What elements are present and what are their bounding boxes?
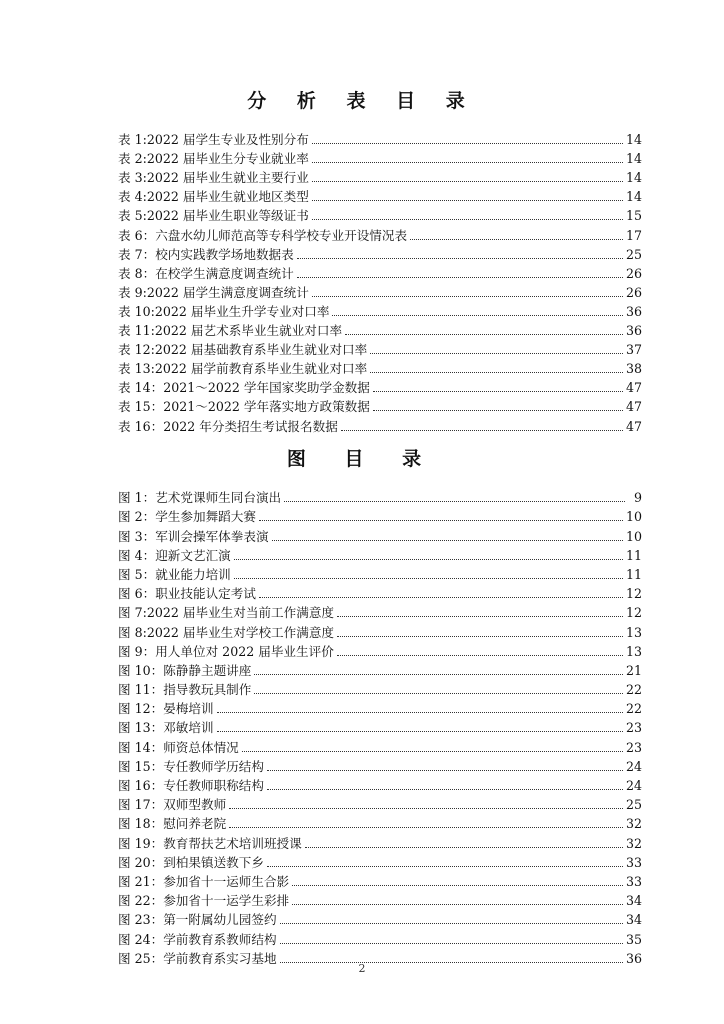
toc-entry-page: 33 — [625, 854, 642, 870]
toc-entry[interactable] — [118, 737, 642, 756]
dot-leader — [337, 615, 623, 617]
dot-leader — [297, 276, 623, 278]
toc-entry[interactable] — [118, 776, 642, 795]
toc-entry-label: 图 10：陈静静主题讲座 — [118, 662, 252, 678]
toc-entry[interactable] — [118, 359, 642, 378]
toc-entry-page: 24 — [625, 778, 642, 793]
dot-leader — [267, 788, 623, 790]
dot-leader — [234, 577, 623, 579]
dot-leader — [312, 161, 623, 163]
toc-entry-page: 17 — [625, 227, 642, 243]
toc-entry-label: 图 14：师资总体情况 — [118, 739, 239, 755]
toc-entry-page: 15 — [625, 208, 642, 224]
toc-entry-label: 表 8：在校学生满意度调查统计 — [118, 265, 294, 281]
toc-entry-page: 25 — [625, 797, 642, 813]
dot-leader — [234, 558, 623, 560]
toc-entry-label: 图 11：指导教玩具制作 — [118, 682, 252, 698]
dot-leader — [337, 635, 623, 637]
toc-entry-page: 24 — [625, 758, 642, 774]
toc-entry[interactable] — [118, 853, 642, 872]
toc-entry[interactable] — [118, 225, 642, 244]
dot-leader — [345, 333, 623, 335]
toc-entry[interactable] — [118, 416, 642, 435]
toc-entry[interactable] — [118, 168, 642, 187]
toc-entry-label: 图 1：艺术党课师生同台演出 — [118, 490, 282, 506]
toc-entry[interactable] — [118, 130, 642, 149]
toc-entry-page: 47 — [625, 399, 642, 415]
toc-entry-label: 表 9:2022 届学生满意度调查统计 — [118, 284, 309, 300]
toc-entry[interactable] — [118, 584, 642, 603]
toc-entry-page: 26 — [625, 284, 642, 300]
toc-entry-page: 23 — [625, 739, 642, 755]
toc-entry-label: 图 25：学前教育系实习基地 — [118, 950, 277, 966]
toc-entry[interactable] — [118, 546, 642, 565]
toc-entry-page: 12 — [625, 605, 642, 621]
dot-leader — [341, 429, 623, 431]
toc-entry[interactable] — [118, 206, 642, 225]
toc-entry-page: 32 — [625, 835, 642, 851]
dot-leader — [370, 352, 623, 354]
toc-entry[interactable] — [118, 245, 642, 264]
toc-entry[interactable] — [118, 321, 642, 340]
dot-leader — [217, 730, 623, 732]
toc-entry[interactable] — [118, 283, 642, 302]
toc-entry-page: 34 — [625, 893, 642, 909]
dot-leader — [373, 390, 623, 392]
dot-leader — [312, 199, 623, 201]
toc-entry[interactable] — [118, 757, 642, 776]
toc-entry[interactable] — [118, 302, 642, 321]
toc-entry-page: 12 — [625, 586, 642, 602]
toc-entry-label: 图 5：就业能力培训 — [118, 566, 231, 582]
dot-leader — [280, 942, 623, 944]
toc-entry[interactable] — [118, 526, 642, 545]
toc-entry-page: 21 — [625, 662, 642, 678]
toc-entry[interactable] — [118, 340, 642, 359]
toc-entry-label: 图 19：教育帮扶艺术培训班授课 — [118, 835, 302, 851]
dot-leader — [292, 884, 623, 886]
toc-entry-page: 22 — [625, 682, 642, 698]
toc-entry-page: 36 — [625, 323, 642, 339]
toc-entry[interactable] — [118, 378, 642, 397]
dot-leader — [370, 371, 623, 373]
figure-toc-list — [118, 488, 642, 968]
toc-entry[interactable] — [118, 397, 642, 416]
toc-entry[interactable] — [118, 565, 642, 584]
toc-entry-page: 35 — [625, 931, 642, 947]
dot-leader — [292, 903, 623, 905]
toc-entry[interactable] — [118, 833, 642, 852]
toc-entry-label: 表 10:2022 届毕业生升学专业对口率 — [118, 303, 330, 319]
dot-leader — [312, 142, 623, 144]
toc-entry-page: 23 — [625, 720, 642, 736]
dot-leader — [312, 218, 623, 220]
toc-entry-label: 图 7:2022 届毕业生对当前工作满意度 — [118, 605, 335, 621]
toc-entry[interactable] — [118, 264, 642, 283]
toc-entry[interactable] — [118, 603, 642, 622]
table-toc-list — [118, 130, 642, 436]
toc-entry[interactable] — [118, 718, 642, 737]
dot-leader — [259, 519, 623, 521]
toc-entry-label: 图 9：用人单位对 2022 届毕业生评价 — [118, 643, 334, 659]
toc-entry-label: 图 18：慰问养老院 — [118, 816, 227, 832]
toc-entry-label: 表 12:2022 届基础教育系毕业生就业对口率 — [118, 342, 368, 358]
dot-leader — [229, 807, 623, 809]
toc-entry-label: 图 22：参加省十一运学生彩排 — [118, 893, 290, 909]
toc-entry-label: 图 15：专任教师学历结构 — [118, 758, 264, 774]
toc-entry[interactable] — [118, 488, 642, 507]
toc-entry-page: 36 — [625, 950, 642, 966]
toc-entry-page: 11 — [625, 566, 642, 582]
toc-entry[interactable] — [118, 929, 642, 948]
toc-entry-label: 表 16：2022 年分类招生考试报名数据 — [118, 418, 338, 434]
dot-leader — [254, 673, 623, 675]
dot-leader — [267, 865, 623, 867]
toc-entry-label: 图 13：邓敏培训 — [118, 720, 214, 736]
toc-entry-label: 图 3：军训会操军体拳表演 — [118, 528, 269, 544]
toc-entry-page: 14 — [625, 170, 642, 186]
toc-entry-label: 图 16：专任教师职称结构 — [118, 778, 264, 793]
toc-entry[interactable] — [118, 699, 642, 718]
dot-leader — [305, 846, 623, 848]
toc-entry-label: 表 3:2022 届毕业生就业主要行业 — [118, 170, 309, 186]
dot-leader — [217, 711, 623, 713]
dot-leader — [373, 409, 623, 411]
toc-entry-page: 32 — [625, 816, 642, 832]
toc-entry-label: 图 4：迎新文艺汇演 — [118, 547, 231, 563]
toc-entry[interactable] — [118, 891, 642, 910]
toc-entry-label: 图 23：第一附属幼儿园签约 — [118, 912, 277, 928]
toc-entry-label: 图 2：学生参加舞蹈大赛 — [118, 509, 256, 525]
toc-entry[interactable] — [118, 507, 642, 526]
toc-entry-page: 14 — [625, 189, 642, 205]
toc-entry[interactable] — [118, 622, 642, 641]
toc-entry-label: 图 6：职业技能认定考试 — [118, 586, 256, 602]
table-toc-title: 分 析 表 目 录 — [247, 90, 477, 112]
toc-entry-page: 10 — [625, 509, 642, 525]
toc-entry[interactable] — [118, 910, 642, 929]
toc-entry-label: 表 2:2022 届毕业生分专业就业率 — [118, 151, 309, 167]
toc-entry-page: 10 — [625, 528, 642, 544]
toc-entry-label: 表 14：2021～2022 学年国家奖助学金数据 — [118, 380, 370, 396]
toc-entry[interactable] — [118, 795, 642, 814]
figure-toc-title: 图 目 录 — [286, 448, 438, 470]
toc-entry-page: 33 — [625, 873, 642, 889]
dot-leader — [410, 238, 623, 240]
dot-leader — [284, 500, 625, 502]
toc-entry-label: 表 7：校内实践教学场地数据表 — [118, 246, 294, 262]
toc-entry-page: 25 — [625, 246, 642, 262]
dot-leader — [272, 539, 623, 541]
dot-leader — [337, 654, 623, 656]
dot-leader — [254, 692, 623, 694]
dot-leader — [297, 257, 623, 259]
toc-entry-label: 表 5:2022 届毕业生职业等级证书 — [118, 208, 309, 224]
toc-entry-page: 47 — [625, 380, 642, 396]
toc-entry-label: 表 15：2021～2022 学年落实地方政策数据 — [118, 399, 370, 415]
dot-leader — [267, 769, 623, 771]
toc-entry-label: 图 21：参加省十一运师生合影 — [118, 873, 290, 889]
toc-entry-page: 14 — [625, 132, 642, 148]
toc-entry-page: 47 — [625, 418, 642, 434]
toc-entry[interactable] — [118, 872, 642, 891]
toc-entry-label: 表 13:2022 届学前教育系毕业生就业对口率 — [118, 361, 368, 377]
toc-entry-label: 表 1:2022 届学生专业及性别分布 — [118, 132, 309, 148]
toc-entry-label: 图 17：双师型教师 — [118, 797, 227, 813]
toc-entry[interactable] — [118, 149, 642, 168]
dot-leader — [312, 295, 623, 297]
toc-entry-page: 11 — [625, 547, 642, 563]
toc-entry-page: 14 — [625, 151, 642, 167]
toc-entry-page: 9 — [633, 490, 642, 506]
toc-entry[interactable] — [118, 187, 642, 206]
toc-entry-page: 37 — [625, 342, 642, 358]
toc-entry-label: 表 11:2022 届艺术系毕业生就业对口率 — [118, 323, 343, 339]
toc-entry-page: 34 — [625, 912, 642, 928]
toc-entry-page: 26 — [625, 265, 642, 281]
toc-entry[interactable] — [118, 642, 642, 661]
toc-entry-label: 图 24：学前教育系教师结构 — [118, 931, 277, 947]
page-number: 2 — [358, 962, 366, 975]
toc-entry[interactable] — [118, 814, 642, 833]
toc-entry-page: 13 — [625, 643, 642, 659]
dot-leader — [229, 826, 623, 828]
toc-entry-label: 图 20：到柏果镇送教下乡 — [118, 854, 264, 870]
toc-entry-label: 图 8:2022 届毕业生对学校工作满意度 — [118, 624, 335, 640]
toc-entry-page: 36 — [625, 303, 642, 319]
dot-leader — [332, 314, 623, 316]
dot-leader — [312, 180, 623, 182]
toc-entry-page: 22 — [625, 701, 642, 717]
toc-entry-label: 图 12：晏梅培训 — [118, 701, 214, 717]
toc-entry[interactable] — [118, 661, 642, 680]
toc-entry[interactable] — [118, 680, 642, 699]
toc-entry-label: 表 4:2022 届毕业生就业地区类型 — [118, 189, 309, 205]
toc-entry-page: 38 — [625, 361, 642, 377]
dot-leader — [280, 922, 623, 924]
toc-entry-page: 13 — [625, 624, 642, 640]
toc-entry-label: 表 6：六盘水幼儿师范高等专科学校专业开设情况表 — [118, 227, 408, 243]
dot-leader — [259, 596, 623, 598]
dot-leader — [242, 750, 623, 752]
